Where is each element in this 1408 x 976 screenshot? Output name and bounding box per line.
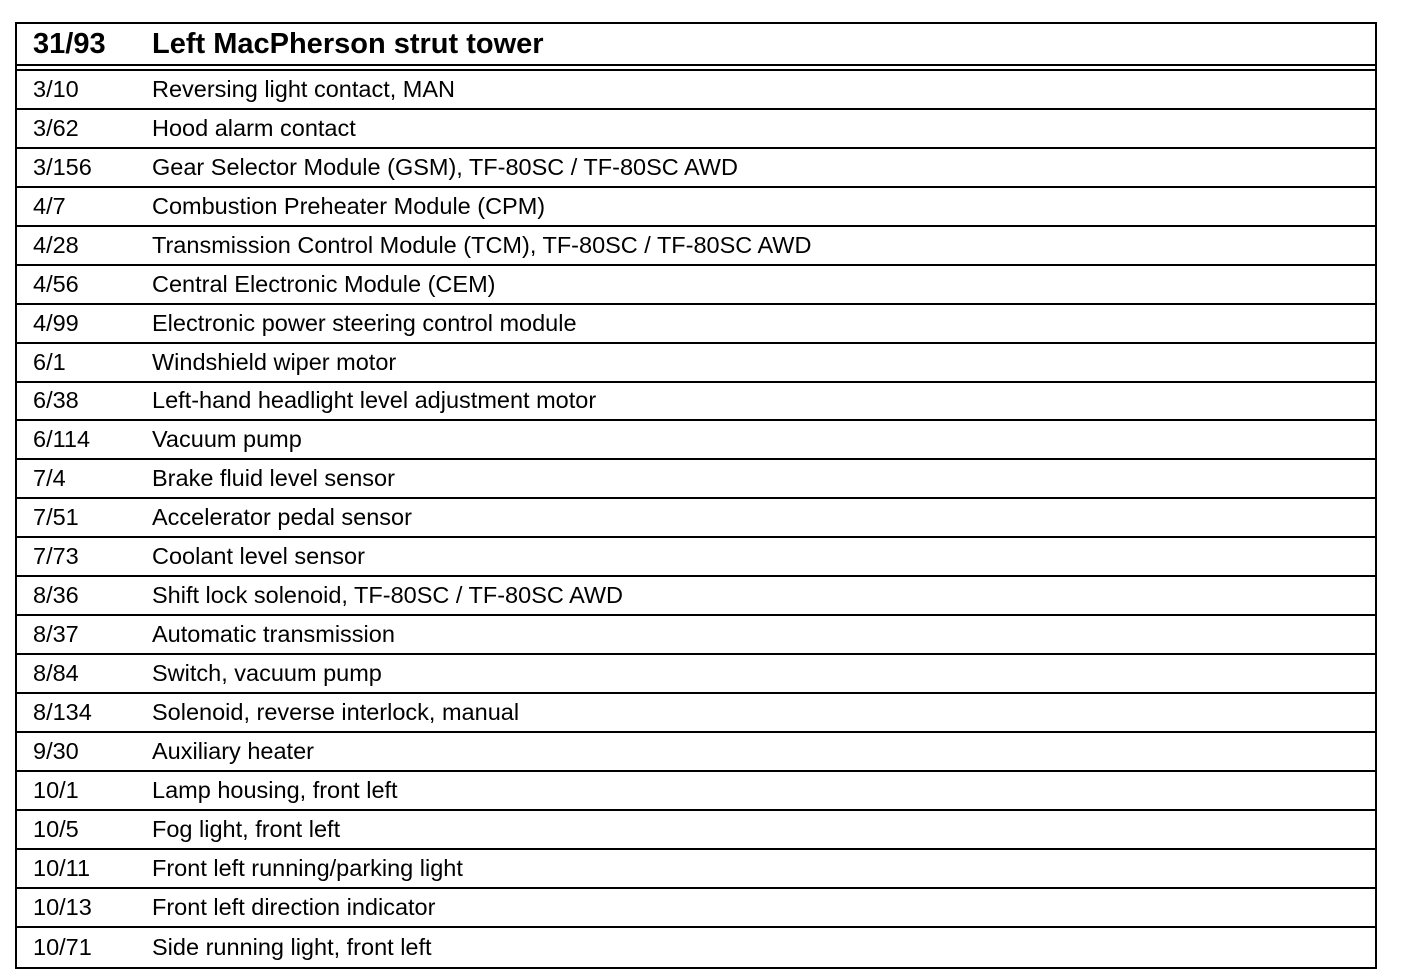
row-code: 4/56 <box>33 270 79 297</box>
row-description: Fog light, front left <box>152 815 341 842</box>
row-code: 10/5 <box>33 815 79 842</box>
table-row <box>17 227 1375 266</box>
table-row <box>17 110 1375 149</box>
table-header <box>17 24 1375 66</box>
header-title: Left MacPherson strut tower <box>152 27 544 60</box>
row-description: Hood alarm contact <box>152 114 356 141</box>
table-row <box>17 577 1375 616</box>
row-code: 4/7 <box>33 192 66 219</box>
row-description: Accelerator pedal sensor <box>152 504 412 531</box>
row-code: 3/62 <box>33 114 79 141</box>
table-row <box>17 733 1375 772</box>
row-description: Switch, vacuum pump <box>152 660 382 687</box>
row-code: 7/73 <box>33 543 79 570</box>
row-code: 3/156 <box>33 153 92 180</box>
component-table <box>15 22 1377 969</box>
table-row <box>17 421 1375 460</box>
row-code: 6/38 <box>33 387 79 414</box>
row-code: 4/28 <box>33 231 79 258</box>
table-row <box>17 266 1375 305</box>
row-code: 6/1 <box>33 348 66 375</box>
row-description: Front left direction indicator <box>152 893 436 920</box>
table-row <box>17 538 1375 577</box>
row-description: Electronic power steering control module <box>152 309 577 336</box>
table-row <box>17 71 1375 110</box>
row-description: Vacuum pump <box>152 426 302 453</box>
table-row <box>17 188 1375 227</box>
table-row <box>17 616 1375 655</box>
header-code: 31/93 <box>33 27 106 60</box>
row-code: 3/10 <box>33 75 79 102</box>
row-code: 8/84 <box>33 660 79 687</box>
row-description: Side running light, front left <box>152 933 432 960</box>
row-description: Automatic transmission <box>152 621 395 648</box>
row-description: Brake fluid level sensor <box>152 465 395 492</box>
row-code: 10/13 <box>33 893 92 920</box>
row-description: Windshield wiper motor <box>152 348 397 375</box>
table-row <box>17 889 1375 928</box>
table-row <box>17 344 1375 383</box>
row-description: Coolant level sensor <box>152 543 365 570</box>
row-description: Front left running/parking light <box>152 854 463 881</box>
row-code: 10/1 <box>33 776 79 803</box>
table-row <box>17 655 1375 694</box>
table-row <box>17 928 1375 967</box>
row-description: Left-hand headlight level adjustment motor <box>152 387 597 414</box>
row-description: Gear Selector Module (GSM), TF-80SC / TF-80SC AWD <box>152 153 738 180</box>
table-row <box>17 850 1375 889</box>
table-row <box>17 772 1375 811</box>
row-code: 7/51 <box>33 504 79 531</box>
row-description: Auxiliary heater <box>152 737 314 764</box>
table-row <box>17 499 1375 538</box>
row-description: Lamp housing, front left <box>152 776 398 803</box>
row-code: 4/99 <box>33 309 79 336</box>
row-description: Reversing light contact, MAN <box>152 75 456 102</box>
table-row <box>17 383 1375 422</box>
row-code: 7/4 <box>33 465 66 492</box>
table-row <box>17 305 1375 344</box>
table-row <box>17 694 1375 733</box>
row-code: 8/134 <box>33 698 92 725</box>
table-row <box>17 149 1375 188</box>
row-code: 10/71 <box>33 933 92 960</box>
table-row <box>17 460 1375 499</box>
row-code: 6/114 <box>33 426 91 453</box>
row-code: 10/11 <box>33 854 91 881</box>
row-code: 8/37 <box>33 621 79 648</box>
row-description: Combustion Preheater Module (CPM) <box>152 192 546 219</box>
row-code: 8/36 <box>33 582 79 609</box>
row-description: Solenoid, reverse interlock, manual <box>152 698 520 725</box>
table-row <box>17 811 1375 850</box>
row-code: 9/30 <box>33 737 79 764</box>
row-description: Shift lock solenoid, TF-80SC / TF-80SC AWD <box>152 582 624 609</box>
table-body <box>17 71 1375 967</box>
row-description: Transmission Control Module (TCM), TF-80SC / TF-80SC AWD <box>152 231 812 258</box>
row-description: Central Electronic Module (CEM) <box>152 270 496 297</box>
